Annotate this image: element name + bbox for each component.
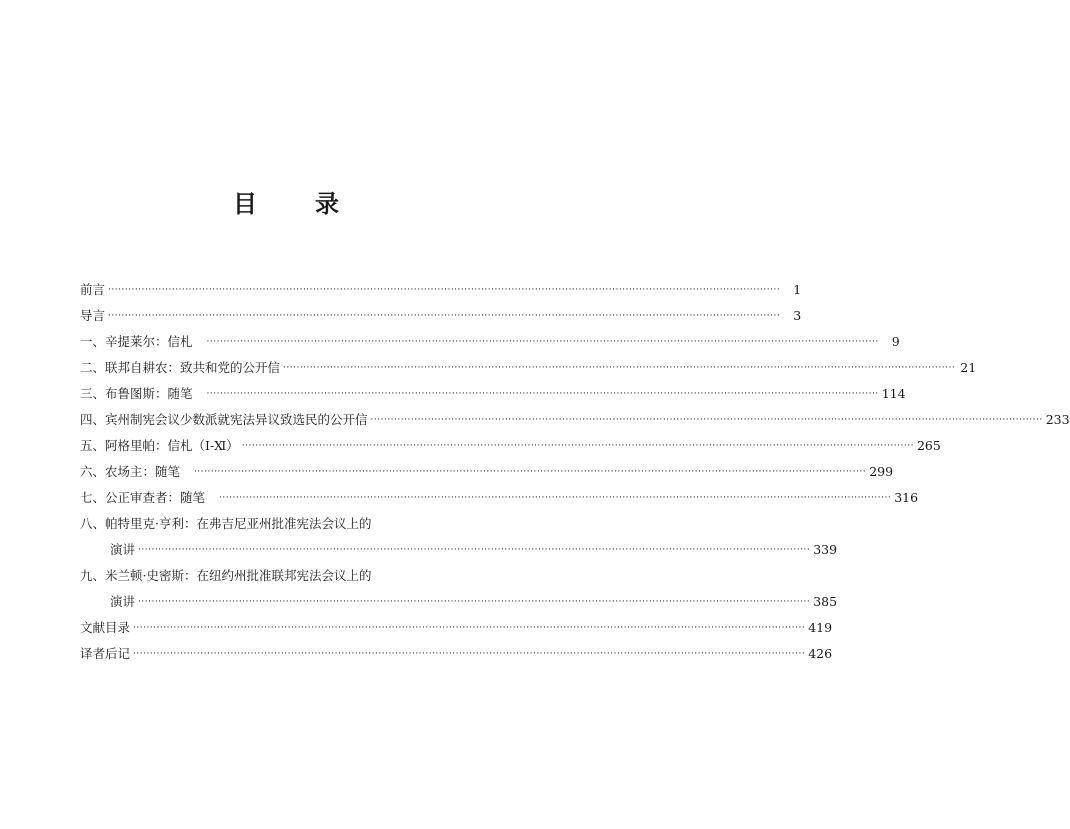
toc-entry[interactable] (80, 488, 919, 508)
toc-entry[interactable] (80, 514, 512, 534)
dot-leader: ········································································································································································································ (133, 649, 806, 659)
toc-entry-label: 一、辛提莱尔：信札 (80, 334, 193, 349)
toc-entry[interactable] (110, 540, 838, 560)
dot-leader: ········································································································································································································ (138, 545, 811, 555)
toc-entry-label: 六、农场主：随笔 (80, 464, 181, 479)
toc-entry-label: 三、布鲁图斯：随笔 (80, 386, 193, 401)
toc-entry-label: 二、联邦自耕农：致共和党的公开信 (80, 360, 281, 375)
dot-leader: ········································································································································································································ (194, 467, 867, 477)
toc-entry-page: 316 (894, 490, 919, 505)
dot-leader: ········································································································································································································ (283, 363, 956, 373)
toc-entry[interactable] (110, 592, 838, 612)
toc-entry[interactable] (80, 410, 1070, 430)
toc-entry-page: 1 (793, 282, 802, 297)
dot-leader: ········································································································································································································ (241, 441, 914, 451)
dot-leader: ········································································································································································································ (370, 415, 1043, 425)
toc-entry-page: 426 (808, 646, 833, 661)
dot-leader: ········································································································································································································ (108, 311, 781, 321)
toc-entry-label: 五、阿格里帕：信札（Ⅰ-Ⅺ） (80, 438, 239, 453)
toc-entry[interactable] (80, 462, 894, 482)
toc-entry-label: 九、米兰顿·史密斯：在纽约州批准联邦宪法会议上的 (80, 568, 372, 583)
dot-leader: ········································································································································································································ (133, 623, 806, 633)
toc-entry-page: 114 (881, 386, 906, 401)
toc-entry-page: 233 (1045, 412, 1070, 427)
dot-leader: ········································································································································································································ (219, 493, 892, 503)
toc-entry-label: 文献目录 (80, 620, 131, 635)
toc-entry[interactable] (80, 306, 802, 326)
toc-entry-label: 演讲 (110, 542, 136, 557)
toc-entry-label: 八、帕特里克·亨利：在弗吉尼亚州批准宪法会议上的 (80, 516, 372, 531)
title-char-1: 目 (233, 190, 259, 218)
toc-entry[interactable] (80, 332, 900, 352)
toc-entry-page: 419 (808, 620, 833, 635)
dot-leader: ········································································································································································································ (206, 389, 879, 399)
toc-entry-page: 385 (813, 594, 838, 609)
toc-entry[interactable] (80, 280, 802, 300)
toc-entry-label: 四、宾州制宪会议少数派就宪法异议致选民的公开信 (80, 412, 368, 427)
toc-entry-label: 前言 (80, 282, 106, 297)
toc-entry-label: 译者后记 (80, 646, 131, 661)
toc-entry[interactable] (80, 358, 977, 378)
toc-entry[interactable] (80, 566, 512, 586)
toc-entry[interactable] (80, 436, 941, 456)
toc-entry-page: 3 (793, 308, 802, 323)
toc-entry-page: 9 (891, 334, 900, 349)
toc-entry-label: 七、公正审查者：随笔 (80, 490, 206, 505)
page-title (0, 184, 574, 219)
toc-entry-page: 21 (960, 360, 977, 375)
toc-entry-page: 299 (869, 464, 894, 479)
toc-entry[interactable] (80, 644, 833, 664)
toc-entry-page: 265 (916, 438, 941, 453)
toc-entry-label: 演讲 (110, 594, 136, 609)
dot-leader: ········································································································································································································ (138, 597, 811, 607)
dot-leader: ········································································································································································································ (206, 337, 879, 347)
toc-entry-page: 339 (813, 542, 838, 557)
toc-entry-label: 导言 (80, 308, 106, 323)
toc-entry[interactable] (80, 384, 906, 404)
dot-leader: ········································································································································································································ (108, 285, 781, 295)
title-char-2: 录 (315, 190, 341, 218)
toc-entry[interactable] (80, 618, 833, 638)
